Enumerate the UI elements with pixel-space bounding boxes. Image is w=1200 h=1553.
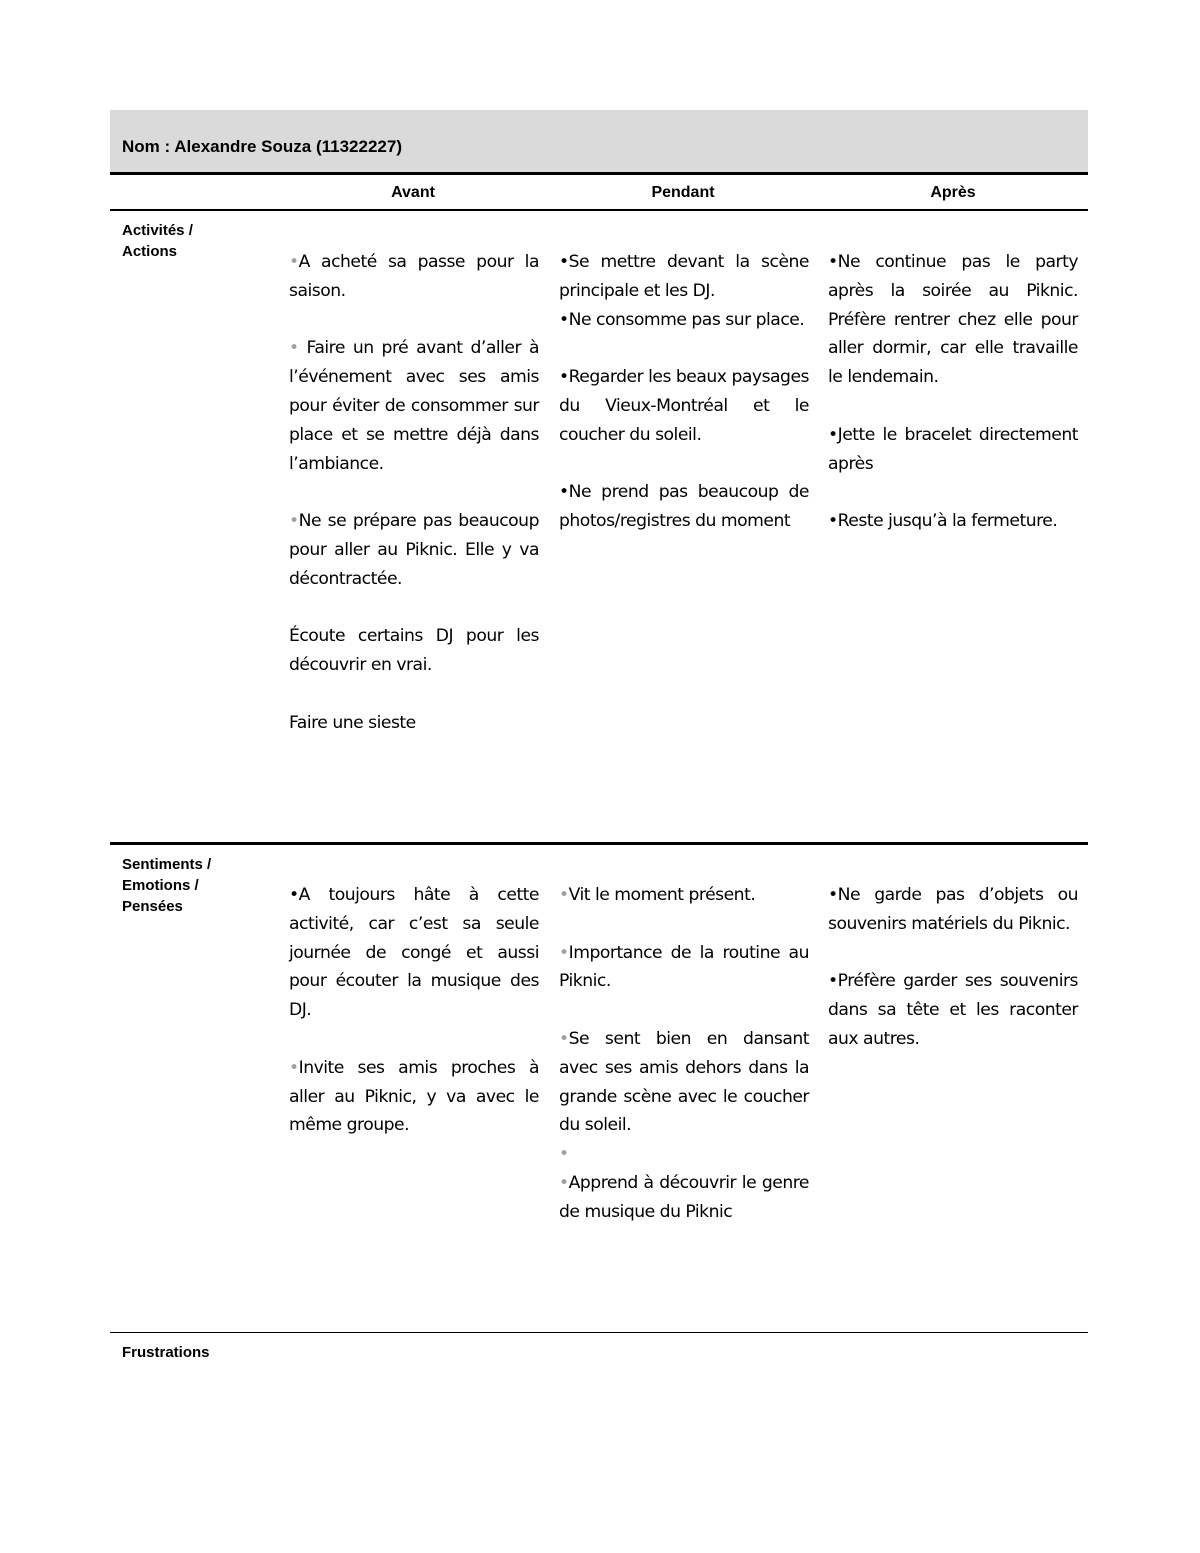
row-label-line: Activités / <box>122 222 193 239</box>
bullet: • <box>289 511 299 532</box>
item-text: Se sent bien en dansant avec ses amis dehors dans la grande scène avec le coucher du soleil. <box>559 1028 809 1136</box>
bullet: • <box>828 971 838 992</box>
item-text: Faire une sieste <box>289 712 416 733</box>
row-label-line: Emotions / <box>122 877 199 894</box>
list-item <box>559 248 809 306</box>
bullet: • <box>559 309 569 330</box>
list-item <box>559 1169 809 1227</box>
item-text: A toujours hâte à cette activité, car c’est sa seule journée de congé et aussi pour écouter la musique des DJ. <box>289 885 539 1021</box>
list-item <box>289 1054 539 1140</box>
cell-sentiments-apres <box>828 881 1078 1054</box>
cell-activites-apres <box>828 248 1078 536</box>
bullet: • <box>559 1144 569 1165</box>
bullet: • <box>828 424 838 445</box>
item-text: A acheté sa passe pour la saison. <box>289 252 539 301</box>
row-label-sentiments <box>122 854 272 917</box>
name-header <box>110 110 1088 172</box>
persona-name: Nom : Alexandre Souza (11322227) <box>122 137 402 156</box>
bullet: • <box>289 885 299 905</box>
list-item <box>289 507 539 593</box>
item-text: Apprend à découvrir le genre de musique du Piknic <box>559 1172 809 1222</box>
item-text: Jette le bracelet directement après <box>828 424 1078 474</box>
item-text: Faire un pré avant d’aller à l’événement avec ses amis pour éviter de consommer sur place et se mettre déjà dans l’ambiance. <box>289 338 539 474</box>
bullet: • <box>559 1172 569 1193</box>
item-text: Regarder les beaux paysages du Vieux-Montréal et le coucher du soleil. <box>559 367 809 445</box>
list-item <box>828 967 1078 1053</box>
bullet: • <box>559 367 569 388</box>
list-item <box>559 363 809 449</box>
row-label-line: Pensées <box>122 898 183 915</box>
item-text: Ne continue pas le party après la soirée au Piknic. Préfère rentrer chez elle pour aller dormir, car elle travaille le lendemain. <box>828 252 1078 388</box>
list-item <box>289 622 539 680</box>
item-text: Ne se prépare pas beaucoup pour aller au Piknic. Elle y va décontractée. <box>289 511 539 589</box>
list-item <box>289 881 539 1025</box>
list-item <box>828 248 1078 392</box>
list-item <box>828 881 1078 939</box>
column-header-pendant: Pendant <box>651 184 715 201</box>
list-item <box>559 881 809 910</box>
row-label-activites <box>122 220 272 262</box>
item-text: Reste jusqu’à la fermeture. <box>837 511 1058 532</box>
list-item <box>559 306 809 335</box>
item-text: Ne garde pas d’objets ou souvenirs matériels du Piknic. <box>828 885 1078 934</box>
bullet: • <box>828 252 838 272</box>
list-item <box>559 1140 809 1169</box>
row-label-line: Actions <box>122 243 178 260</box>
bullet: • <box>289 338 299 359</box>
bullet: • <box>559 942 569 963</box>
row-frustrations <box>110 1333 1088 1393</box>
row-label-line: Sentiments / <box>122 856 212 873</box>
item-text: Invite ses amis proches à aller au Piknic, y va avec le même groupe. <box>289 1057 539 1136</box>
column-header-row <box>110 175 1088 209</box>
list-item <box>828 507 1078 536</box>
item-text: Écoute certains DJ pour les découvrir en vrai. <box>289 626 539 676</box>
bullet: • <box>559 482 569 503</box>
column-header-avant: Avant <box>391 184 435 201</box>
list-item <box>289 334 539 478</box>
cell-activites-avant <box>289 248 539 738</box>
cell-sentiments-pendant <box>559 881 809 1227</box>
list-item <box>559 1025 809 1140</box>
persona-journey-table <box>110 110 1088 1393</box>
bullet: • <box>828 511 838 532</box>
cell-activites-pendant <box>559 248 809 536</box>
list-item <box>559 478 809 536</box>
row-sentiments <box>110 845 1088 1332</box>
item-text: Vit le moment présent. <box>568 885 756 905</box>
item-text: Ne prend pas beaucoup de photos/registres du moment <box>559 482 809 532</box>
bullet: • <box>289 1057 299 1078</box>
column-header-apres: Après <box>930 184 976 201</box>
list-item <box>289 709 539 738</box>
item-text: Importance de la routine au Piknic. <box>559 942 809 992</box>
row-activites <box>110 211 1088 842</box>
cell-sentiments-avant <box>289 881 539 1140</box>
list-item <box>828 421 1078 479</box>
bullet: • <box>559 885 569 905</box>
bullet: • <box>559 252 569 272</box>
bullet: • <box>289 252 299 272</box>
list-item <box>289 248 539 306</box>
item-text: Se mettre devant la scène principale et les DJ. <box>559 252 809 301</box>
item-text: Préfère garder ses souvenirs dans sa tête et les raconter aux autres. <box>828 971 1078 1049</box>
bullet: • <box>559 1028 569 1049</box>
list-item <box>559 939 809 997</box>
bullet: • <box>828 885 838 905</box>
item-text: Ne consomme pas sur place. <box>568 309 805 330</box>
row-label-frustrations: Frustrations <box>122 1344 210 1361</box>
